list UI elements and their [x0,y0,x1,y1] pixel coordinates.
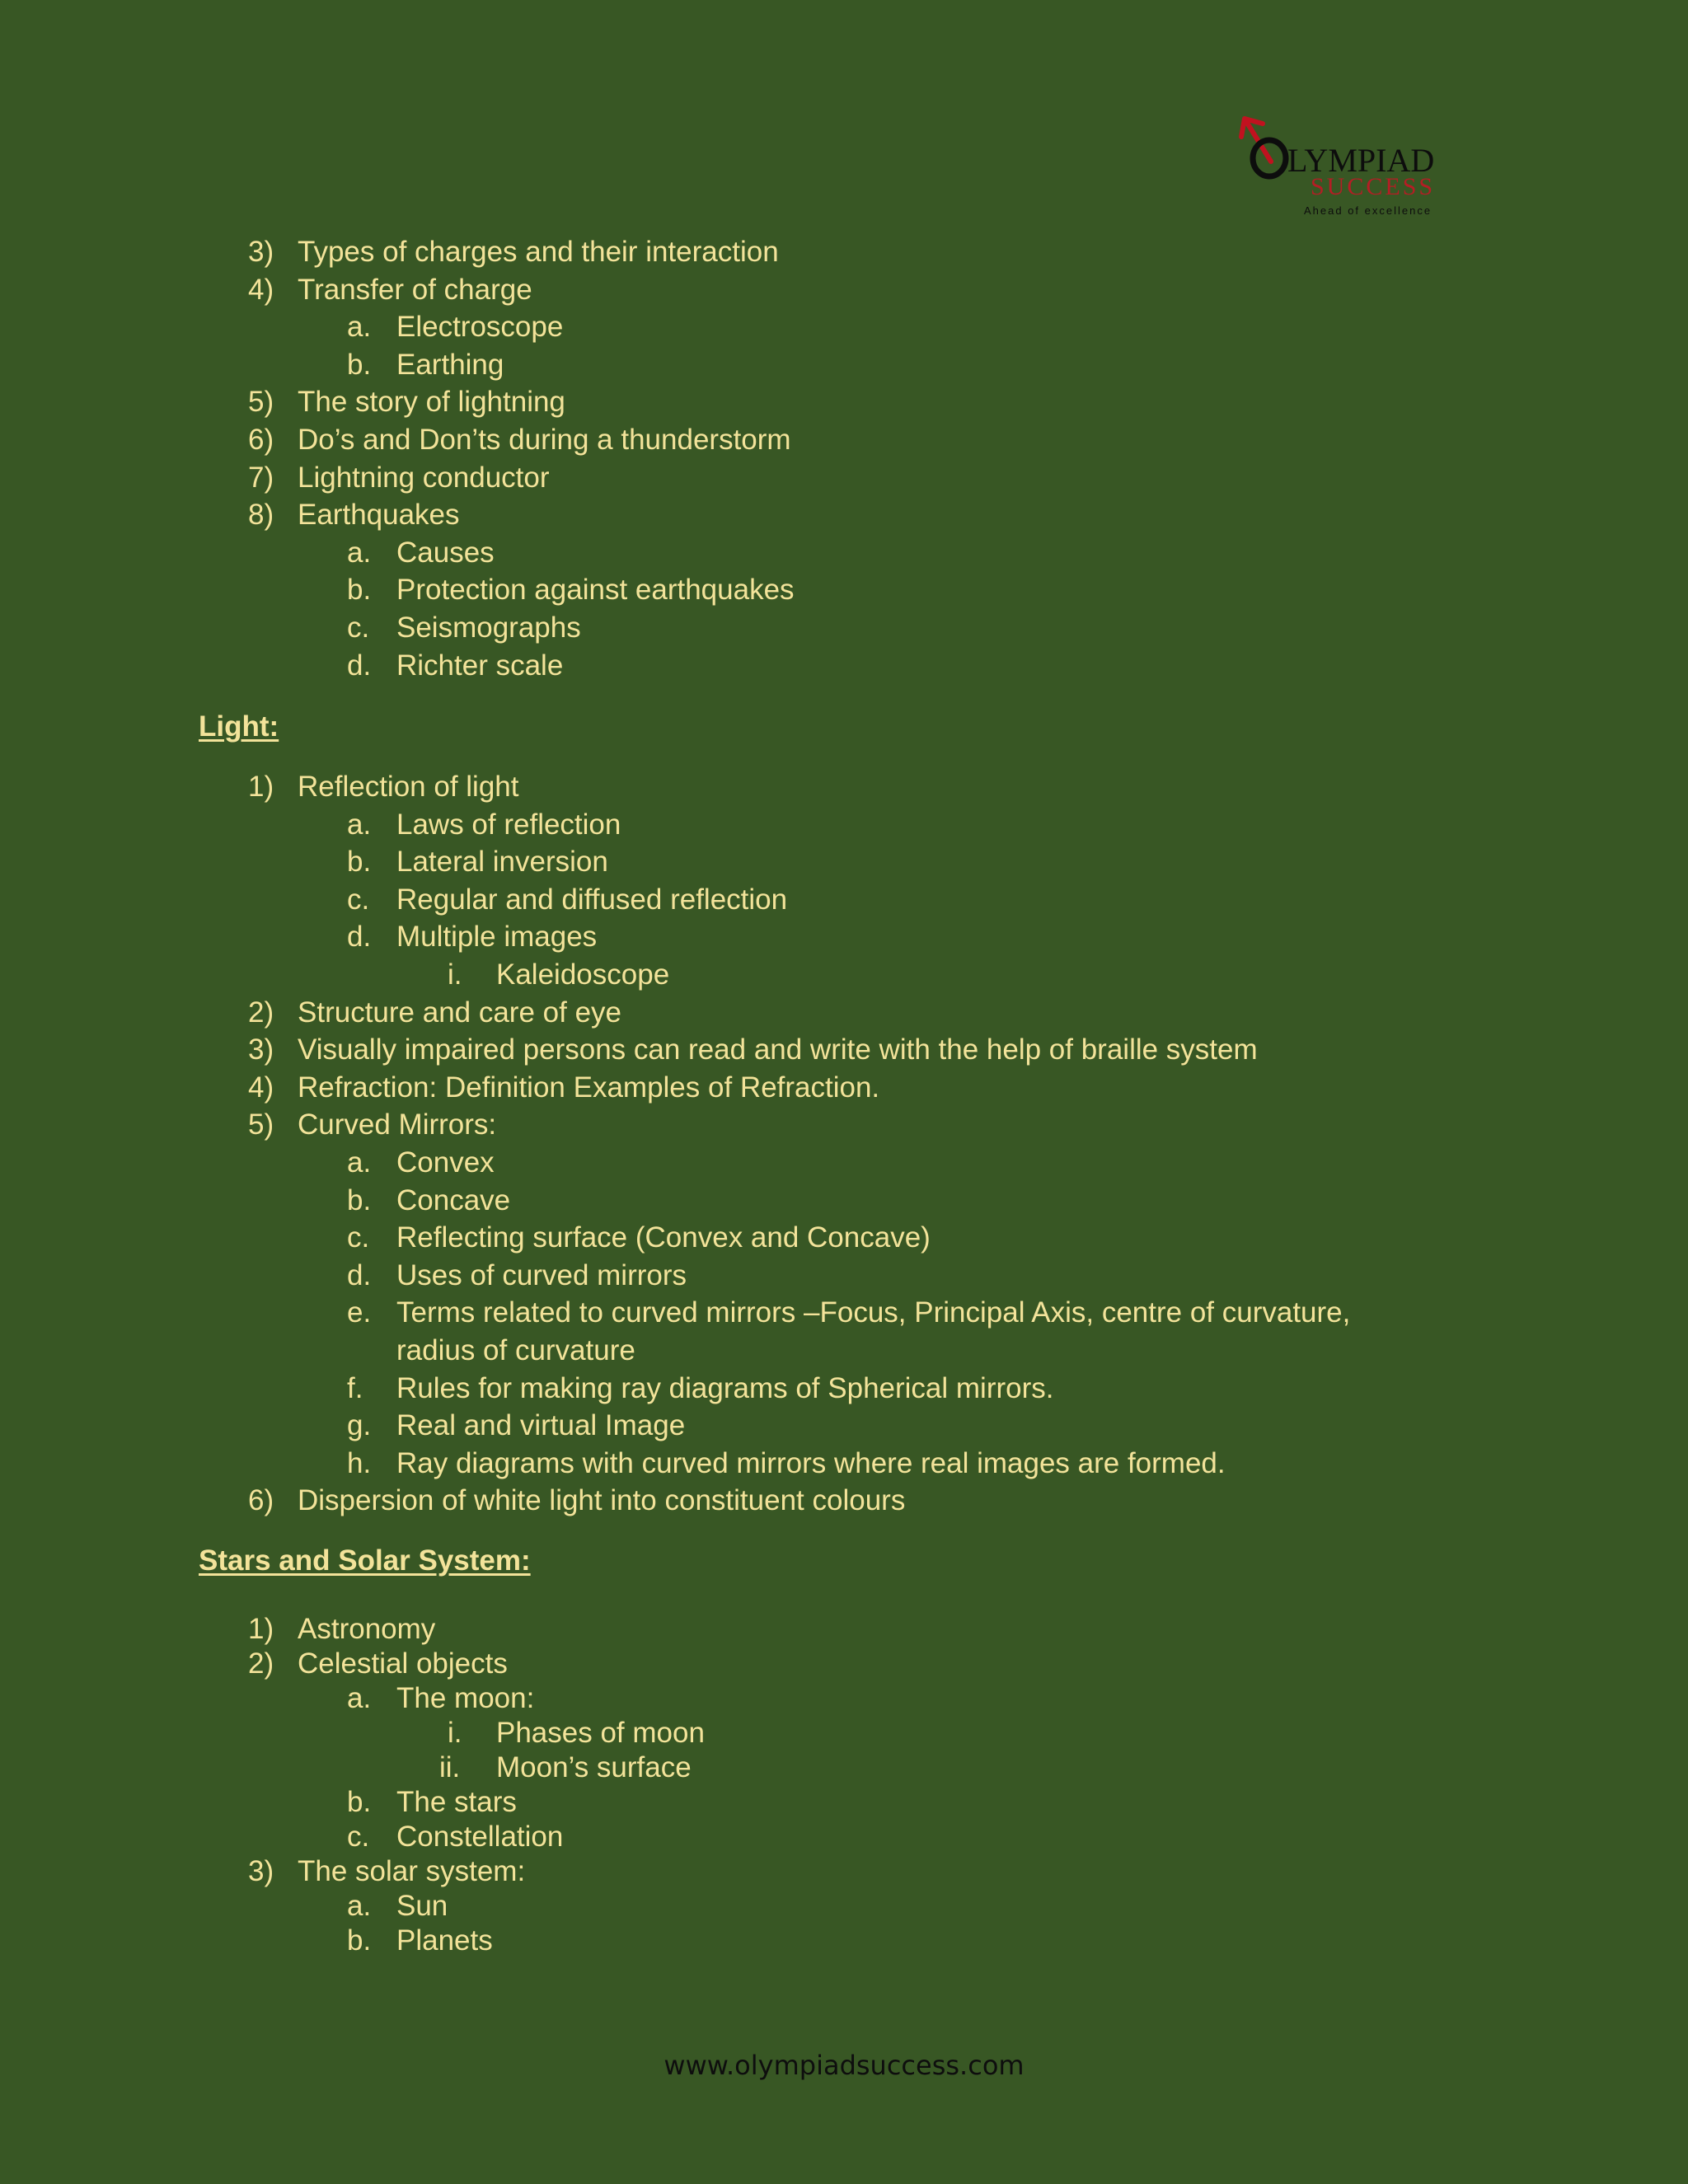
list-item-text: Terms related to curved mirrors –Focus, Principal Axis, centre of curvature, [396,1296,1351,1329]
list-item-text: Astronomy [298,1613,436,1645]
list-item-text: Laws of reflection [396,808,621,841]
list-number: c. [347,1221,370,1254]
list-item-text: Types of charges and their interaction [298,236,779,268]
list-number: 3) [248,1033,274,1066]
list-number: 2) [248,996,274,1029]
list-item-text: Convex [396,1146,495,1179]
list-number: f. [347,1372,363,1404]
logo-brand-top-text: LYMPIAD [1287,142,1435,179]
list-item-text: Ray diagrams with curved mirrors where real images are formed. [396,1447,1226,1479]
list-number: ii. [439,1751,461,1783]
list-number: 6) [248,424,274,456]
list-item-text: Richter scale [396,649,564,682]
list-number: b. [347,574,372,606]
list-item-text: Structure and care of eye [298,996,621,1029]
list-number: c. [347,612,370,644]
list-number: c. [347,1821,370,1853]
list-number: 1) [248,1613,274,1645]
list-number: a. [347,1890,372,1922]
list-item-text: Reflecting surface (Convex and Concave) [396,1221,931,1254]
list-item-text: Concave [396,1184,511,1216]
list-number: 7) [248,462,274,494]
list-number: 4) [248,274,274,306]
section-heading: Stars and Solar System: [199,1544,531,1577]
list-number: 1) [248,771,274,803]
list-item-text: Phases of moon [496,1717,705,1749]
list-item-text: The moon: [396,1682,535,1714]
list-item-text: Lightning conductor [298,462,550,494]
list-item-text: Transfer of charge [298,274,532,306]
list-number: a. [347,311,372,343]
list-number: d. [347,921,372,953]
list-number: 6) [248,1484,274,1516]
logo-brand-bottom-text: SUCCESS [1311,173,1436,200]
list-item-text: Do’s and Don’ts during a thunderstorm [298,424,791,456]
list-number: b. [347,349,372,381]
list-number: d. [347,649,372,682]
list-item-text: Lateral inversion [396,846,608,878]
list-item-text: Earthing [396,349,504,381]
list-item-text: Celestial objects [298,1647,508,1680]
list-item-text: Protection against earthquakes [396,574,795,606]
list-item-text: Planets [396,1924,493,1957]
list-number: c. [347,883,370,916]
list-item-text: Kaleidoscope [496,958,670,991]
list-number: a. [347,1682,372,1714]
list-number: a. [347,537,372,569]
list-item-text: Dispersion of white light into constituent colours [298,1484,906,1516]
list-item-text: Reflection of light [298,771,519,803]
list-number: i. [448,958,462,991]
section-heading: Light: [199,710,279,743]
list-number: g. [347,1409,372,1441]
list-number: 4) [248,1071,274,1104]
list-number: h. [347,1447,372,1479]
list-item-text: Regular and diffused reflection [396,883,788,916]
list-item-text: The story of lightning [298,386,565,418]
list-item-text: The stars [396,1786,517,1818]
list-item-text: Multiple images [396,921,598,953]
list-item-text: Real and virtual Image [396,1409,686,1441]
list-item-text: Seismographs [396,612,581,644]
logo-tagline-text: Ahead of excellence [1304,204,1432,217]
list-number: i. [448,1717,462,1749]
list-item-text: Causes [396,537,495,569]
list-number: a. [347,1146,372,1179]
list-number: d. [347,1259,372,1291]
list-item-text: Moon’s surface [496,1751,692,1783]
list-number: b. [347,1184,372,1216]
list-item-text: Rules for making ray diagrams of Spherical mirrors. [396,1372,1054,1404]
list-item-text: Constellation [396,1821,564,1853]
list-item-text: Earthquakes [298,499,460,531]
list-number: 5) [248,386,274,418]
list-number: e. [347,1296,372,1329]
list-item-text: radius of curvature [396,1334,635,1366]
footer-website-url: www.olympiadsuccess.com [663,2050,1025,2081]
list-number: 8) [248,499,274,531]
list-number: 3) [248,236,274,268]
list-number: b. [347,1786,372,1818]
list-item-text: Uses of curved mirrors [396,1259,687,1291]
list-item-text: The solar system: [298,1855,526,1887]
list-number: b. [347,846,372,878]
list-number: b. [347,1924,372,1957]
list-item-text: Visually impaired persons can read and write with the help of braille system [298,1033,1258,1066]
list-item-text: Refraction: Definition Examples of Refraction. [298,1071,880,1104]
list-item-text: Electroscope [396,311,564,343]
list-number: a. [347,808,372,841]
list-number: 3) [248,1855,274,1887]
list-item-text: Curved Mirrors: [298,1108,497,1141]
list-item-text: Sun [396,1890,448,1922]
list-number: 2) [248,1647,274,1680]
list-number: 5) [248,1108,274,1141]
